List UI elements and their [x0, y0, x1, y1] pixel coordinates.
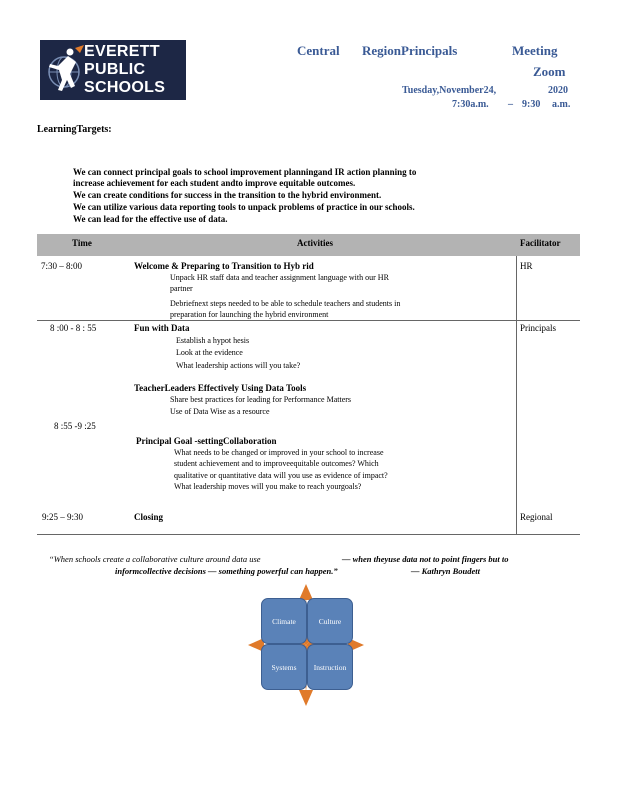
- logo-text-everett: EVERETT: [84, 43, 160, 60]
- quote-part3: informcollective decisions — something powerful can happen.”: [115, 566, 338, 576]
- row1-facilitator: HR: [520, 261, 533, 271]
- tile-climate: Climate: [261, 598, 307, 644]
- header-time-end-suffix: a.m.: [552, 99, 571, 110]
- row1-item-2-line1: Debriefnext steps needed to be able to schedule teachers and students in: [170, 299, 401, 308]
- table-row-divider: [37, 320, 580, 321]
- header-central: Central: [297, 43, 340, 58]
- header-year: 2020: [548, 85, 568, 96]
- row2b-activity-title: Principal Goal -settingCollaboration: [136, 436, 277, 446]
- row2b-item-line2: student achievement and to improveequitable outcomes? Which: [174, 459, 379, 468]
- learning-target-3: We can utilize various data reporting tools to unpack problems of practice in our schools.: [73, 202, 415, 212]
- header-region-principals: RegionPrincipals: [362, 43, 458, 58]
- learning-targets-title: LearningTargets:: [37, 124, 112, 135]
- table-header-facilitator: Facilitator: [520, 238, 561, 248]
- row2-item-1: Establish a hypot hesis: [176, 336, 250, 345]
- row2-item-3: What leadership actions will you take?: [176, 361, 301, 370]
- header-time-end: 9:30: [522, 99, 541, 110]
- row1-item-1-line2: partner: [170, 284, 193, 293]
- quote-part2: — when theyuse data not to point fingers but to: [342, 554, 509, 564]
- logo-text-public: PUBLIC: [84, 61, 146, 78]
- row1-item-1-line1: Unpack HR staff data and teacher assignment language with our HR: [170, 273, 389, 282]
- row1-item-2-line2: preparation for launching the hybrid environment: [170, 310, 329, 319]
- row2-item-2: Look at the evidence: [176, 348, 243, 357]
- row1-time: 7:30 – 8:00: [41, 261, 83, 271]
- row3-time: 9:25 – 9:30: [42, 512, 84, 522]
- tile-systems: Systems: [261, 644, 307, 690]
- row2-subitem-2: Use of Data Wise as a resource: [170, 407, 270, 416]
- header-time-start: 7:30a.m.: [452, 99, 489, 110]
- row2b-item-line3: qualitative or quantitative data will you use as evidence of impact?: [174, 471, 388, 480]
- quote-part1: “When schools create a collaborative culture around data use: [49, 554, 261, 564]
- row2-subitem-1: Share best practices for leading for Performance Matters: [170, 395, 352, 404]
- logo-text-schools: SCHOOLS: [84, 79, 166, 96]
- row3-activity-title: Closing: [134, 512, 164, 522]
- star-figure-icon: [46, 44, 86, 96]
- row2-time: 8 :00 - 8 : 55: [50, 323, 97, 333]
- quote-author: — Kathryn Boudett: [411, 566, 480, 576]
- row2b-item-line1: What needs to be changed or improved in your school to increase: [174, 448, 384, 457]
- tile-culture: Culture: [307, 598, 353, 644]
- row2-activity-title: Fun with Data: [134, 323, 190, 333]
- header-time-dash: –: [508, 99, 513, 110]
- row1-activity-title: Welcome & Preparing to Transition to Hyb rid: [134, 261, 314, 271]
- learning-target-1-line1: We can connect principal goals to school improvement planningand IR action planning to: [73, 167, 417, 177]
- row2b-item-line4: What leadership moves will you make to reach yourgoals?: [174, 482, 362, 491]
- arrow-down-icon: [299, 690, 313, 706]
- table-bottom-border: [37, 534, 580, 535]
- header-zoom: Zoom: [533, 64, 566, 79]
- row3-facilitator: Regional: [520, 512, 553, 522]
- table-header-activities: Activities: [297, 238, 333, 248]
- learning-target-2: We can create conditions for success in the transition to the hybrid environment.: [73, 190, 382, 200]
- learning-target-1-line2: increase achievement for each student andto improve equitable outcomes.: [73, 178, 356, 188]
- everett-public-schools-logo: [40, 40, 186, 100]
- row2b-time: 8 :55 -9 :25: [54, 421, 96, 431]
- header-meeting: Meeting: [512, 43, 558, 58]
- learning-target-4: We can lead for the effective use of data.: [73, 214, 228, 224]
- row2-facilitator: Principals: [520, 323, 556, 333]
- table-header-time: Time: [72, 238, 92, 248]
- tile-instruction: Instruction: [307, 644, 353, 690]
- climate-culture-diagram: [246, 582, 366, 708]
- table-column-divider: [516, 256, 517, 534]
- row2-subtitle: TeacherLeaders Effectively Using Data Tools: [134, 383, 307, 393]
- header-date: Tuesday,November24,: [402, 85, 497, 96]
